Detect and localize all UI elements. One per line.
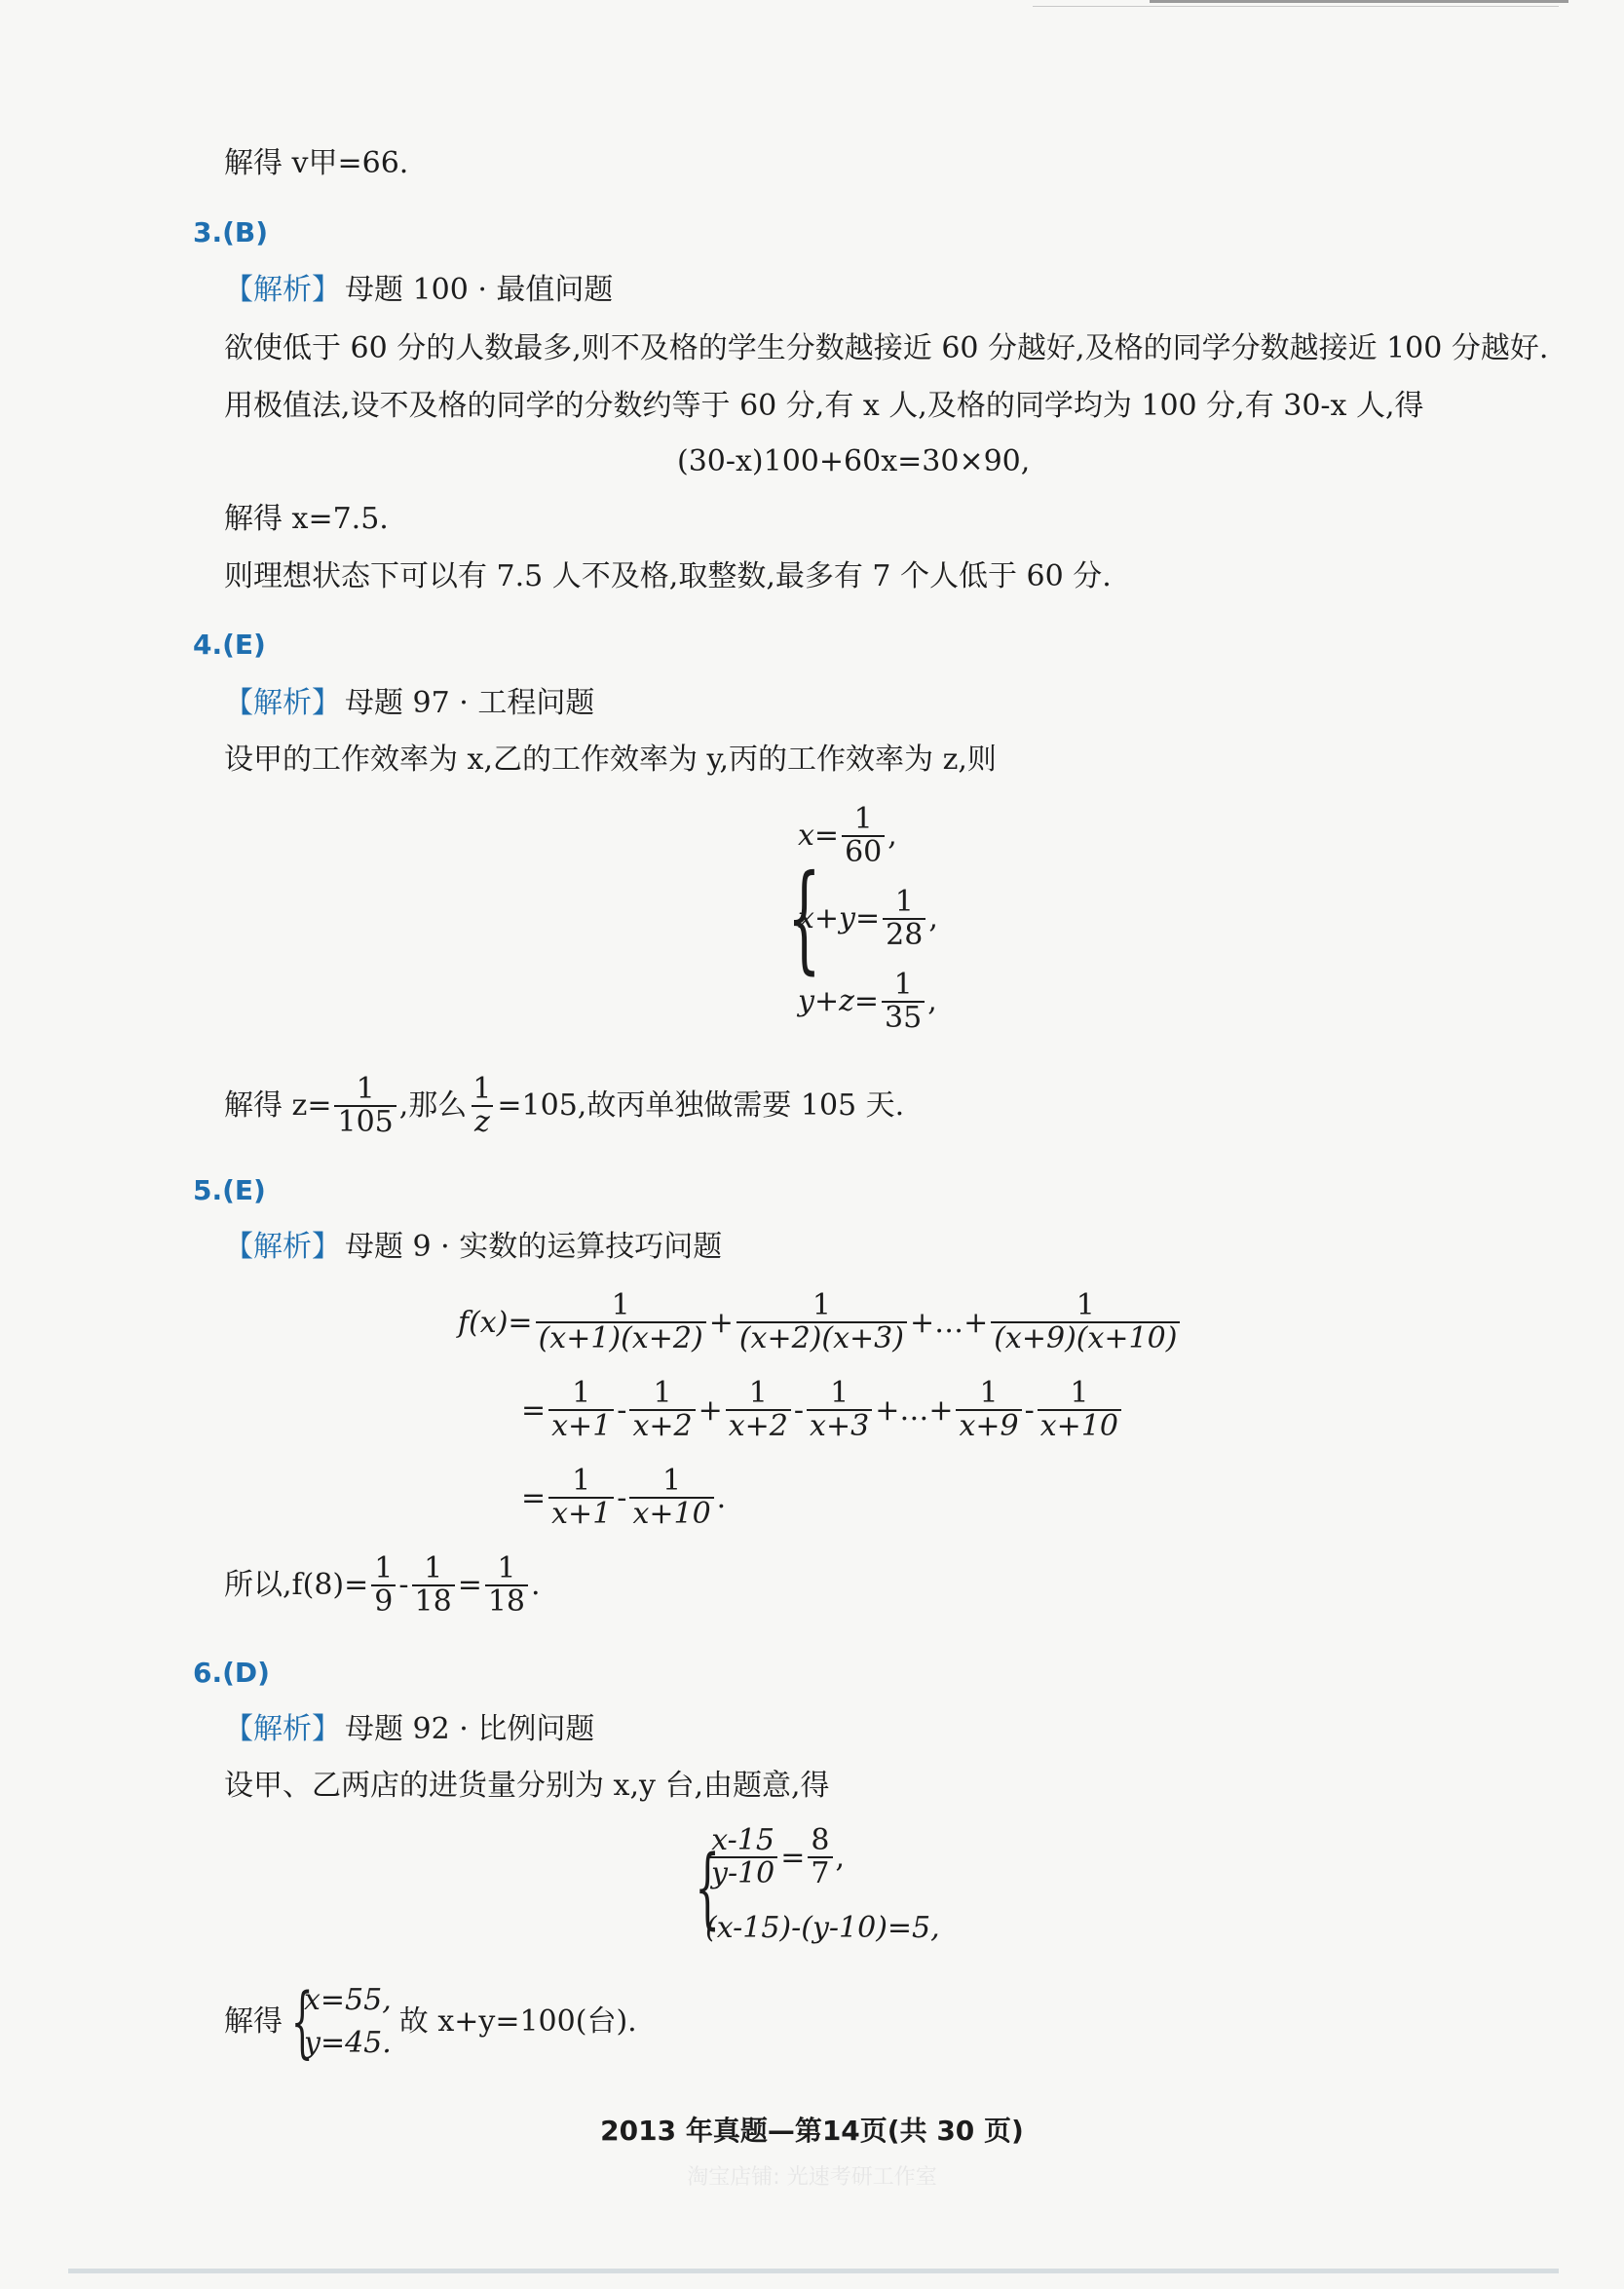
q5-line-1 xyxy=(458,1286,1183,1358)
q4-res-mid: ,那么 xyxy=(398,1088,468,1123)
q4-num: 4. xyxy=(193,629,223,661)
q4-analysis-header xyxy=(224,684,594,723)
q6-number xyxy=(193,1657,270,1689)
q3-answer: (B) xyxy=(222,216,269,248)
q5-eq-2: = xyxy=(521,1392,547,1428)
page-footer: 2013 年真题—第14页(共 30 页) xyxy=(600,2115,1024,2147)
q6-para-1: 设甲、乙两店的进货量分别为 x,y 台,由题意,得 xyxy=(224,1769,830,1803)
q5-line-2 xyxy=(521,1374,1124,1446)
q6-answer: (D) xyxy=(222,1657,270,1689)
q5-minus-5: - xyxy=(398,1568,409,1602)
q3-topic: 母题 100 · 最值问题 xyxy=(345,273,614,307)
q5-r1-num: 1 xyxy=(374,1551,394,1585)
q5-r3-num: 1 xyxy=(497,1551,516,1585)
q4-s3-comma: , xyxy=(927,984,937,1018)
q5-g5 xyxy=(956,1378,1021,1442)
q5-f1 xyxy=(536,1290,706,1354)
q6-s1-rnum: 8 xyxy=(811,1823,830,1858)
q5-period-r: . xyxy=(531,1568,541,1602)
q6-s1-rden: 7 xyxy=(808,1856,832,1889)
q5-plus-2: + xyxy=(698,1392,723,1428)
q3-number xyxy=(193,216,268,248)
q5-g3-num: 1 xyxy=(748,1376,768,1410)
q4-answer: (E) xyxy=(222,629,266,661)
q3-tag: 【解析】 xyxy=(224,273,341,307)
q3-analysis-header xyxy=(224,271,613,310)
q4-res-den: 105 xyxy=(334,1105,396,1138)
q4-s3-lhs: y+z= xyxy=(798,984,880,1018)
q5-g6-num: 1 xyxy=(1070,1376,1089,1410)
q5-g1-num: 1 xyxy=(572,1376,591,1410)
watermark: 淘宝店铺: 光速考研工作室 xyxy=(687,2165,937,2190)
q4-res-num: 1 xyxy=(356,1072,375,1106)
q5-f2-num: 1 xyxy=(812,1288,831,1322)
q5-r2-den: 18 xyxy=(412,1584,455,1618)
q4-equation-system xyxy=(774,794,938,1043)
q5-h2 xyxy=(629,1466,713,1530)
q5-g5-den: x+9 xyxy=(956,1409,1021,1442)
q4-number xyxy=(193,629,266,661)
q4-topic: 母题 97 · 工程问题 xyxy=(345,686,595,720)
q5-g3-den: x+2 xyxy=(726,1409,791,1442)
q5-dots-1: +…+ xyxy=(909,1305,989,1340)
intro-result: 解得 v甲=66. xyxy=(224,146,409,180)
q5-f3 xyxy=(991,1290,1180,1354)
q4-s1-num: 1 xyxy=(853,801,873,836)
q5-r3-den: 18 xyxy=(485,1584,528,1618)
q5-analysis-header xyxy=(224,1228,722,1267)
q6-equation-system xyxy=(682,1817,940,1959)
q5-g2-num: 1 xyxy=(653,1376,672,1410)
q5-g3 xyxy=(726,1378,791,1442)
q4-s2-comma: , xyxy=(928,901,938,935)
q5-eq-r: = xyxy=(457,1568,482,1602)
q6-brace: { xyxy=(695,1836,720,1939)
q6-res-brace: { xyxy=(290,1976,314,2067)
q5-f3-num: 1 xyxy=(1076,1288,1095,1322)
q5-g2-den: x+2 xyxy=(629,1409,695,1442)
q6-num: 6. xyxy=(193,1657,223,1689)
q3-para-2: 用极值法,设不及格的同学的分数约等于 60 分,有 x 人,及格的同学均为 100 分,有 30-x 人,得 xyxy=(224,389,1424,423)
q5-num: 5. xyxy=(193,1174,223,1206)
bottom-rule xyxy=(68,2269,1559,2273)
q5-g6-den: x+10 xyxy=(1038,1409,1121,1442)
q6-s1-eq: = xyxy=(780,1840,806,1875)
q4-s1-lhs: x= xyxy=(798,819,840,853)
q4-res-frac xyxy=(334,1074,396,1138)
q5-r2-num: 1 xyxy=(424,1551,443,1585)
q5-f2-den: (x+2)(x+3) xyxy=(736,1321,907,1354)
q3-equation: (30-x)100+60x=30×90, xyxy=(677,444,1031,478)
q5-r1 xyxy=(371,1553,396,1618)
q6-res-pre: 解得 xyxy=(224,2004,283,2039)
q5-answer: (E) xyxy=(222,1174,266,1206)
top-rule-thin xyxy=(1033,6,1559,7)
q5-dots-2: +…+ xyxy=(875,1392,954,1428)
q5-plus-1: + xyxy=(708,1305,734,1340)
q3-num: 3. xyxy=(193,216,223,248)
q4-brace: { xyxy=(787,850,821,986)
q6-topic: 母题 92 · 比例问题 xyxy=(345,1712,595,1746)
q6-s2: (x-15)-(y-10)=5, xyxy=(705,1911,940,1946)
top-rule xyxy=(1150,0,1568,3)
q6-s1-den: y-10 xyxy=(708,1856,777,1889)
q6-r1: x=55, xyxy=(304,1983,392,2017)
q4-s1-frac xyxy=(842,801,885,869)
q5-minus-4: - xyxy=(617,1480,627,1515)
q4-s3-num: 1 xyxy=(893,967,913,1002)
q5-f1-num: 1 xyxy=(611,1288,630,1322)
q5-line-3 xyxy=(521,1462,726,1534)
q5-topic: 母题 9 · 实数的运算技巧问题 xyxy=(345,1230,723,1264)
q6-s1-num: x-15 xyxy=(711,1823,774,1858)
q6-system-row-1 xyxy=(705,1818,940,1896)
q5-minus-1: - xyxy=(617,1392,627,1428)
q5-g5-num: 1 xyxy=(979,1376,999,1410)
q6-s1-rfrac xyxy=(808,1825,832,1889)
q3-para-3: 解得 x=7.5. xyxy=(224,502,389,536)
q4-s1-den: 60 xyxy=(842,835,885,868)
q5-r1-den: 9 xyxy=(371,1584,396,1618)
q6-analysis-header xyxy=(224,1710,594,1749)
q4-s3-den: 35 xyxy=(882,1001,925,1034)
q5-minus-2: - xyxy=(793,1392,805,1428)
q5-f3-den: (x+9)(x+10) xyxy=(991,1321,1180,1354)
q5-tag: 【解析】 xyxy=(224,1230,341,1264)
q5-h2-num: 1 xyxy=(662,1464,682,1498)
q5-fx: f(x)= xyxy=(458,1305,533,1340)
q4-res-num2: 1 xyxy=(472,1072,492,1106)
q5-g4-den: x+3 xyxy=(807,1409,872,1442)
q5-g4 xyxy=(807,1378,872,1442)
q4-s2-num: 1 xyxy=(894,884,914,919)
q6-res-system xyxy=(304,1979,392,2065)
q6-system-rows xyxy=(705,1817,940,1959)
q4-result xyxy=(224,1072,904,1140)
q4-res-den2: z xyxy=(472,1105,493,1138)
q5-f2 xyxy=(736,1290,907,1354)
q5-f1-den: (x+1)(x+2) xyxy=(536,1321,706,1354)
q4-s2-den: 28 xyxy=(883,918,925,951)
q4-s2-frac xyxy=(883,884,925,952)
q5-g2 xyxy=(629,1378,695,1442)
q4-s1-comma: , xyxy=(888,819,897,853)
q5-eq-3: = xyxy=(521,1480,547,1515)
q5-g1 xyxy=(548,1378,614,1442)
q3-para-4: 则理想状态下可以有 7.5 人不及格,取整数,最多有 7 个人低于 60 分. xyxy=(224,559,1112,593)
q6-s1-comma: , xyxy=(835,1840,846,1875)
q5-res-pre: 所以,f(8)= xyxy=(224,1568,369,1602)
q5-h1-den: x+1 xyxy=(548,1497,614,1530)
q6-result xyxy=(224,1973,637,2071)
q5-g6 xyxy=(1038,1378,1121,1442)
q5-h1-num: 1 xyxy=(572,1464,591,1498)
q5-minus-3: - xyxy=(1024,1392,1035,1428)
q4-s2-lhs: x+y= xyxy=(798,901,881,935)
q4-res-frac2 xyxy=(470,1074,494,1138)
q4-res-post: =105,故丙单独做需要 105 天. xyxy=(497,1088,905,1123)
q5-r3 xyxy=(485,1553,528,1618)
q5-period-3: . xyxy=(716,1480,727,1515)
q6-r2: y=45. xyxy=(304,2026,392,2060)
q6-tag: 【解析】 xyxy=(224,1712,341,1746)
q6-res-post: 故 x+y=100(台). xyxy=(398,2004,637,2039)
q5-h2-den: x+10 xyxy=(629,1497,713,1530)
q6-system-row-2 xyxy=(705,1899,940,1958)
q5-g4-num: 1 xyxy=(830,1376,850,1410)
q5-number xyxy=(193,1174,266,1206)
q4-tag: 【解析】 xyxy=(224,686,341,720)
q4-s3-frac xyxy=(882,967,925,1035)
q5-r2 xyxy=(412,1553,455,1618)
q5-result xyxy=(224,1549,541,1621)
q4-res-pre: 解得 z= xyxy=(224,1088,332,1123)
q5-h1 xyxy=(548,1466,614,1530)
q4-para-1: 设甲的工作效率为 x,乙的工作效率为 y,丙的工作效率为 z,则 xyxy=(224,743,997,777)
q5-g1-den: x+1 xyxy=(548,1409,614,1442)
q3-para-1: 欲使低于 60 分的人数最多,则不及格的学生分数越接近 60 分越好,及格的同学分数越接近 100 分越好. xyxy=(224,331,1549,365)
